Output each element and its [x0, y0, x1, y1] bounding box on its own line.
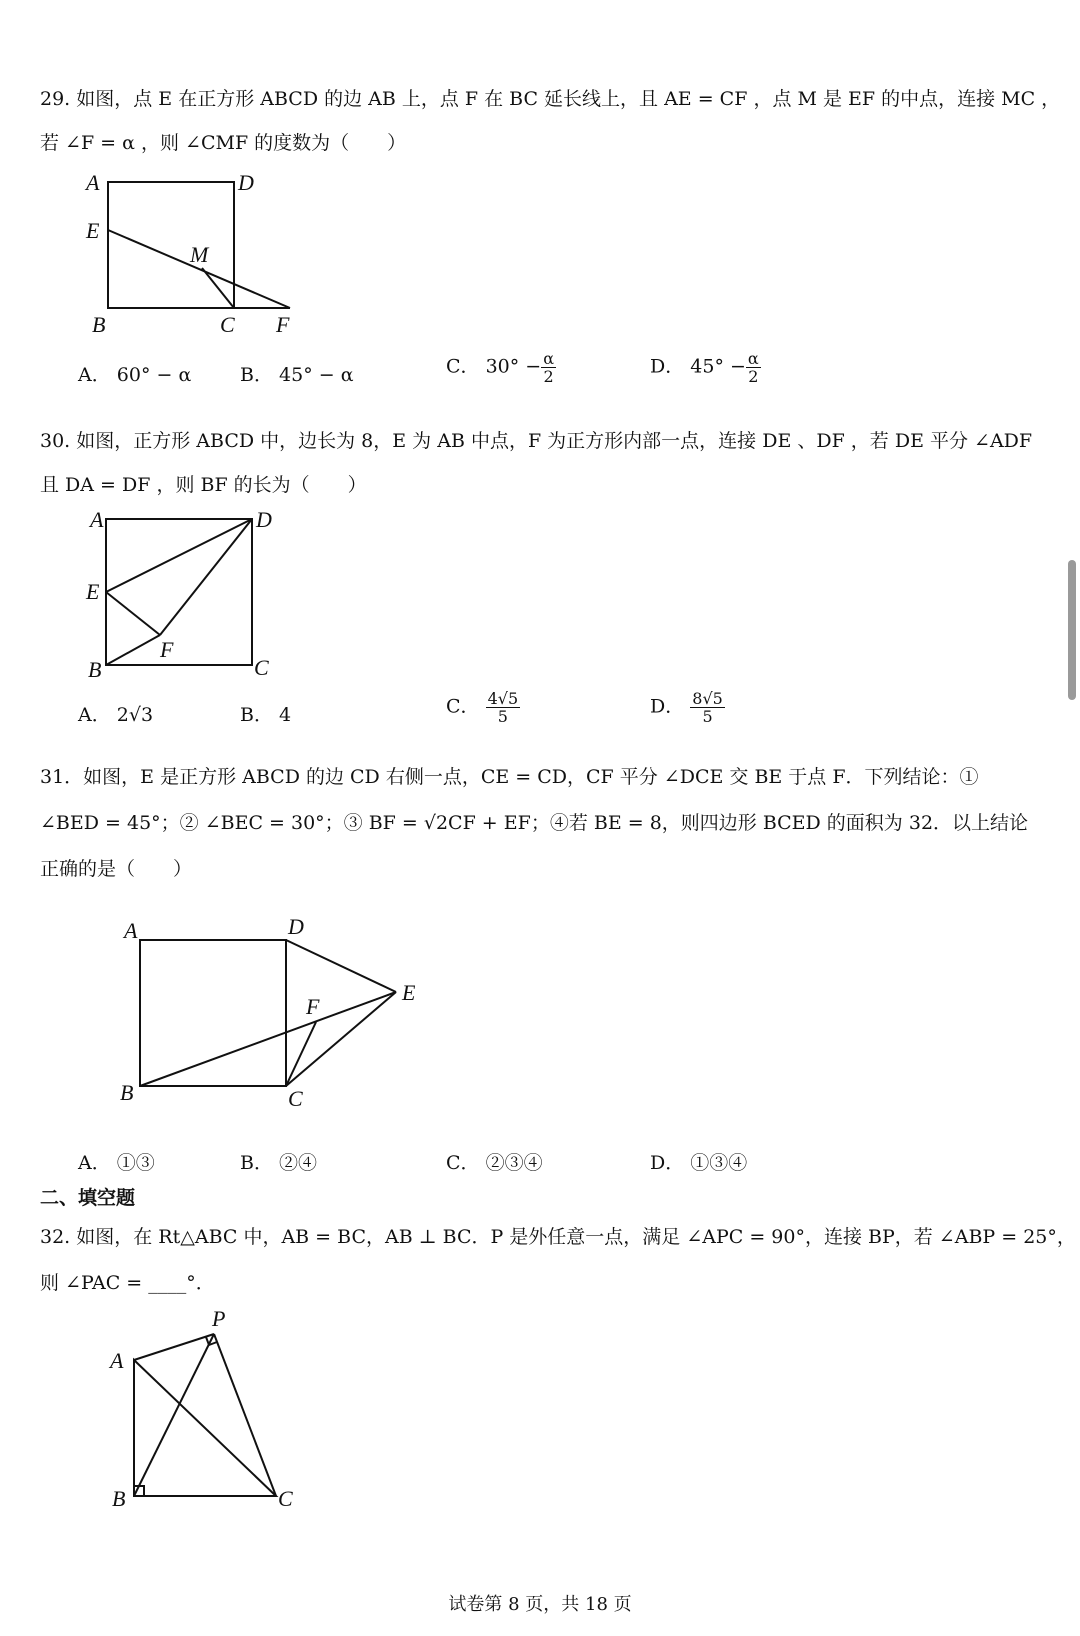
q31-option-d[interactable]: D． ①③④ [650, 1152, 748, 1174]
q31-label-e: E [402, 980, 416, 1005]
q31-label-d: D [288, 914, 304, 939]
q31-option-b[interactable]: B． ②④ [240, 1152, 318, 1174]
q30-options [0, 689, 1080, 740]
q30-text-line1: 30. 如图，正方形 ABCD 中，边长为 8，E 为 AB 中点，F 为正方形内部一点，连接 DE 、DF ，若 DE 平分 ∠ADF [40, 430, 1033, 452]
q30-option-c[interactable]: C． $\frac{4√5}{5}$ [446, 689, 519, 726]
q30-label-d: D [256, 507, 272, 532]
q31-text-line2: ∠BED = 45°；② ∠BEC = 30°；③ BF = √2CF + EF；④若 BE = 8，则四边形 BCED 的面积为 32．以上结论 [40, 812, 1029, 834]
q31-label-f: F [306, 994, 320, 1019]
q31-option-a[interactable]: A． ①③ [78, 1152, 155, 1174]
q32-segment-pc [214, 1334, 276, 1496]
q29-option-b[interactable]: B． 45° − α [240, 364, 354, 386]
q31-label-c: C [288, 1086, 303, 1111]
q30-segment-bf [106, 635, 160, 665]
q32-label-p: P [212, 1306, 226, 1331]
q30-segment-df [160, 519, 252, 635]
q29-square [108, 182, 234, 308]
q31-text-line3: 正确的是（ ） [40, 858, 193, 880]
q32-triangle-abc [134, 1360, 276, 1496]
q31-label-b: B [120, 1080, 134, 1105]
q31-options [0, 1148, 1080, 1188]
q31-segment-be [140, 992, 396, 1086]
q30-label-b: B [88, 657, 102, 680]
q32-text-line2: 则 ∠PAC = ____°． [40, 1272, 215, 1294]
scrollbar-thumb[interactable] [1068, 560, 1076, 700]
q30-label-a: A [90, 507, 104, 532]
q29-label-e: E [86, 218, 100, 243]
q30-figure [80, 505, 290, 680]
q29-label-f: F [276, 312, 290, 337]
q32-label-b: B [112, 1486, 126, 1511]
q29-label-c: C [220, 312, 235, 337]
q31-figure [110, 910, 440, 1115]
q29-label-d: D [238, 170, 254, 195]
q29-option-c[interactable]: C． 30° − $\frac{\alpha}{2}$ [446, 349, 555, 386]
q29-label-a: A [86, 170, 100, 195]
q29-option-a[interactable]: A． 60° − α [78, 364, 192, 386]
q30-label-c: C [254, 655, 269, 680]
q30-option-a[interactable]: A． 2√3 [78, 704, 154, 726]
q31-segment-ce [286, 992, 396, 1086]
q30-label-e: E [86, 579, 100, 604]
q31-label-a: A [124, 918, 138, 943]
q32-figure [100, 1300, 330, 1515]
q30-segment-de [106, 519, 252, 592]
q30-label-f: F [160, 637, 174, 662]
q29-text-line1: 29. 如图，点 E 在正方形 ABCD 的边 AB 上，点 F 在 BC 延长线上，且 AE = CF ，点 M 是 EF 的中点，连接 MC ， [40, 88, 1061, 110]
q32-label-a: A [110, 1348, 124, 1373]
q30-option-b[interactable]: B． 4 [240, 704, 292, 726]
q29-option-d[interactable]: D． 45° − $\frac{\alpha}{2}$ [650, 349, 759, 386]
q30-square [106, 519, 252, 665]
section-heading: 二、填空题 [40, 1187, 136, 1209]
q30-option-d[interactable]: D． $\frac{8√5}{5}$ [650, 689, 723, 726]
q31-segment-de [286, 940, 396, 992]
q32-segment-bp [134, 1334, 214, 1496]
q29-segment-mc [202, 268, 234, 308]
q29-label-b: B [92, 312, 106, 337]
q31-text-line1: 31．如图，E 是正方形 ABCD 的边 CD 右侧一点，CE = CD，CF 平分 ∠DCE 交 BE 于点 F．下列结论：① [40, 766, 979, 788]
q29-figure [80, 170, 320, 340]
q30-text-line2: 且 DA = DF ，则 BF 的长为（ ） [40, 474, 367, 496]
q29-label-m: M [190, 242, 209, 267]
q30-segment-ef [106, 592, 160, 635]
page-footer: 试卷第 8 页，共 18 页 [448, 1594, 632, 1615]
q32-label-c: C [278, 1486, 293, 1511]
q31-option-c[interactable]: C． ②③④ [446, 1152, 543, 1174]
q29-options [0, 349, 1080, 400]
q32-text-line1: 32. 如图，在 Rt△ABC 中，AB = BC，AB ⊥ BC．P 是外任意一点，满足 ∠APC = 90°，连接 BP，若 ∠ABP = 25°， [40, 1226, 1076, 1248]
q29-text-line2: 若 ∠F = α ，则 ∠CMF 的度数为（ ） [40, 132, 407, 154]
q31-square [140, 940, 286, 1086]
